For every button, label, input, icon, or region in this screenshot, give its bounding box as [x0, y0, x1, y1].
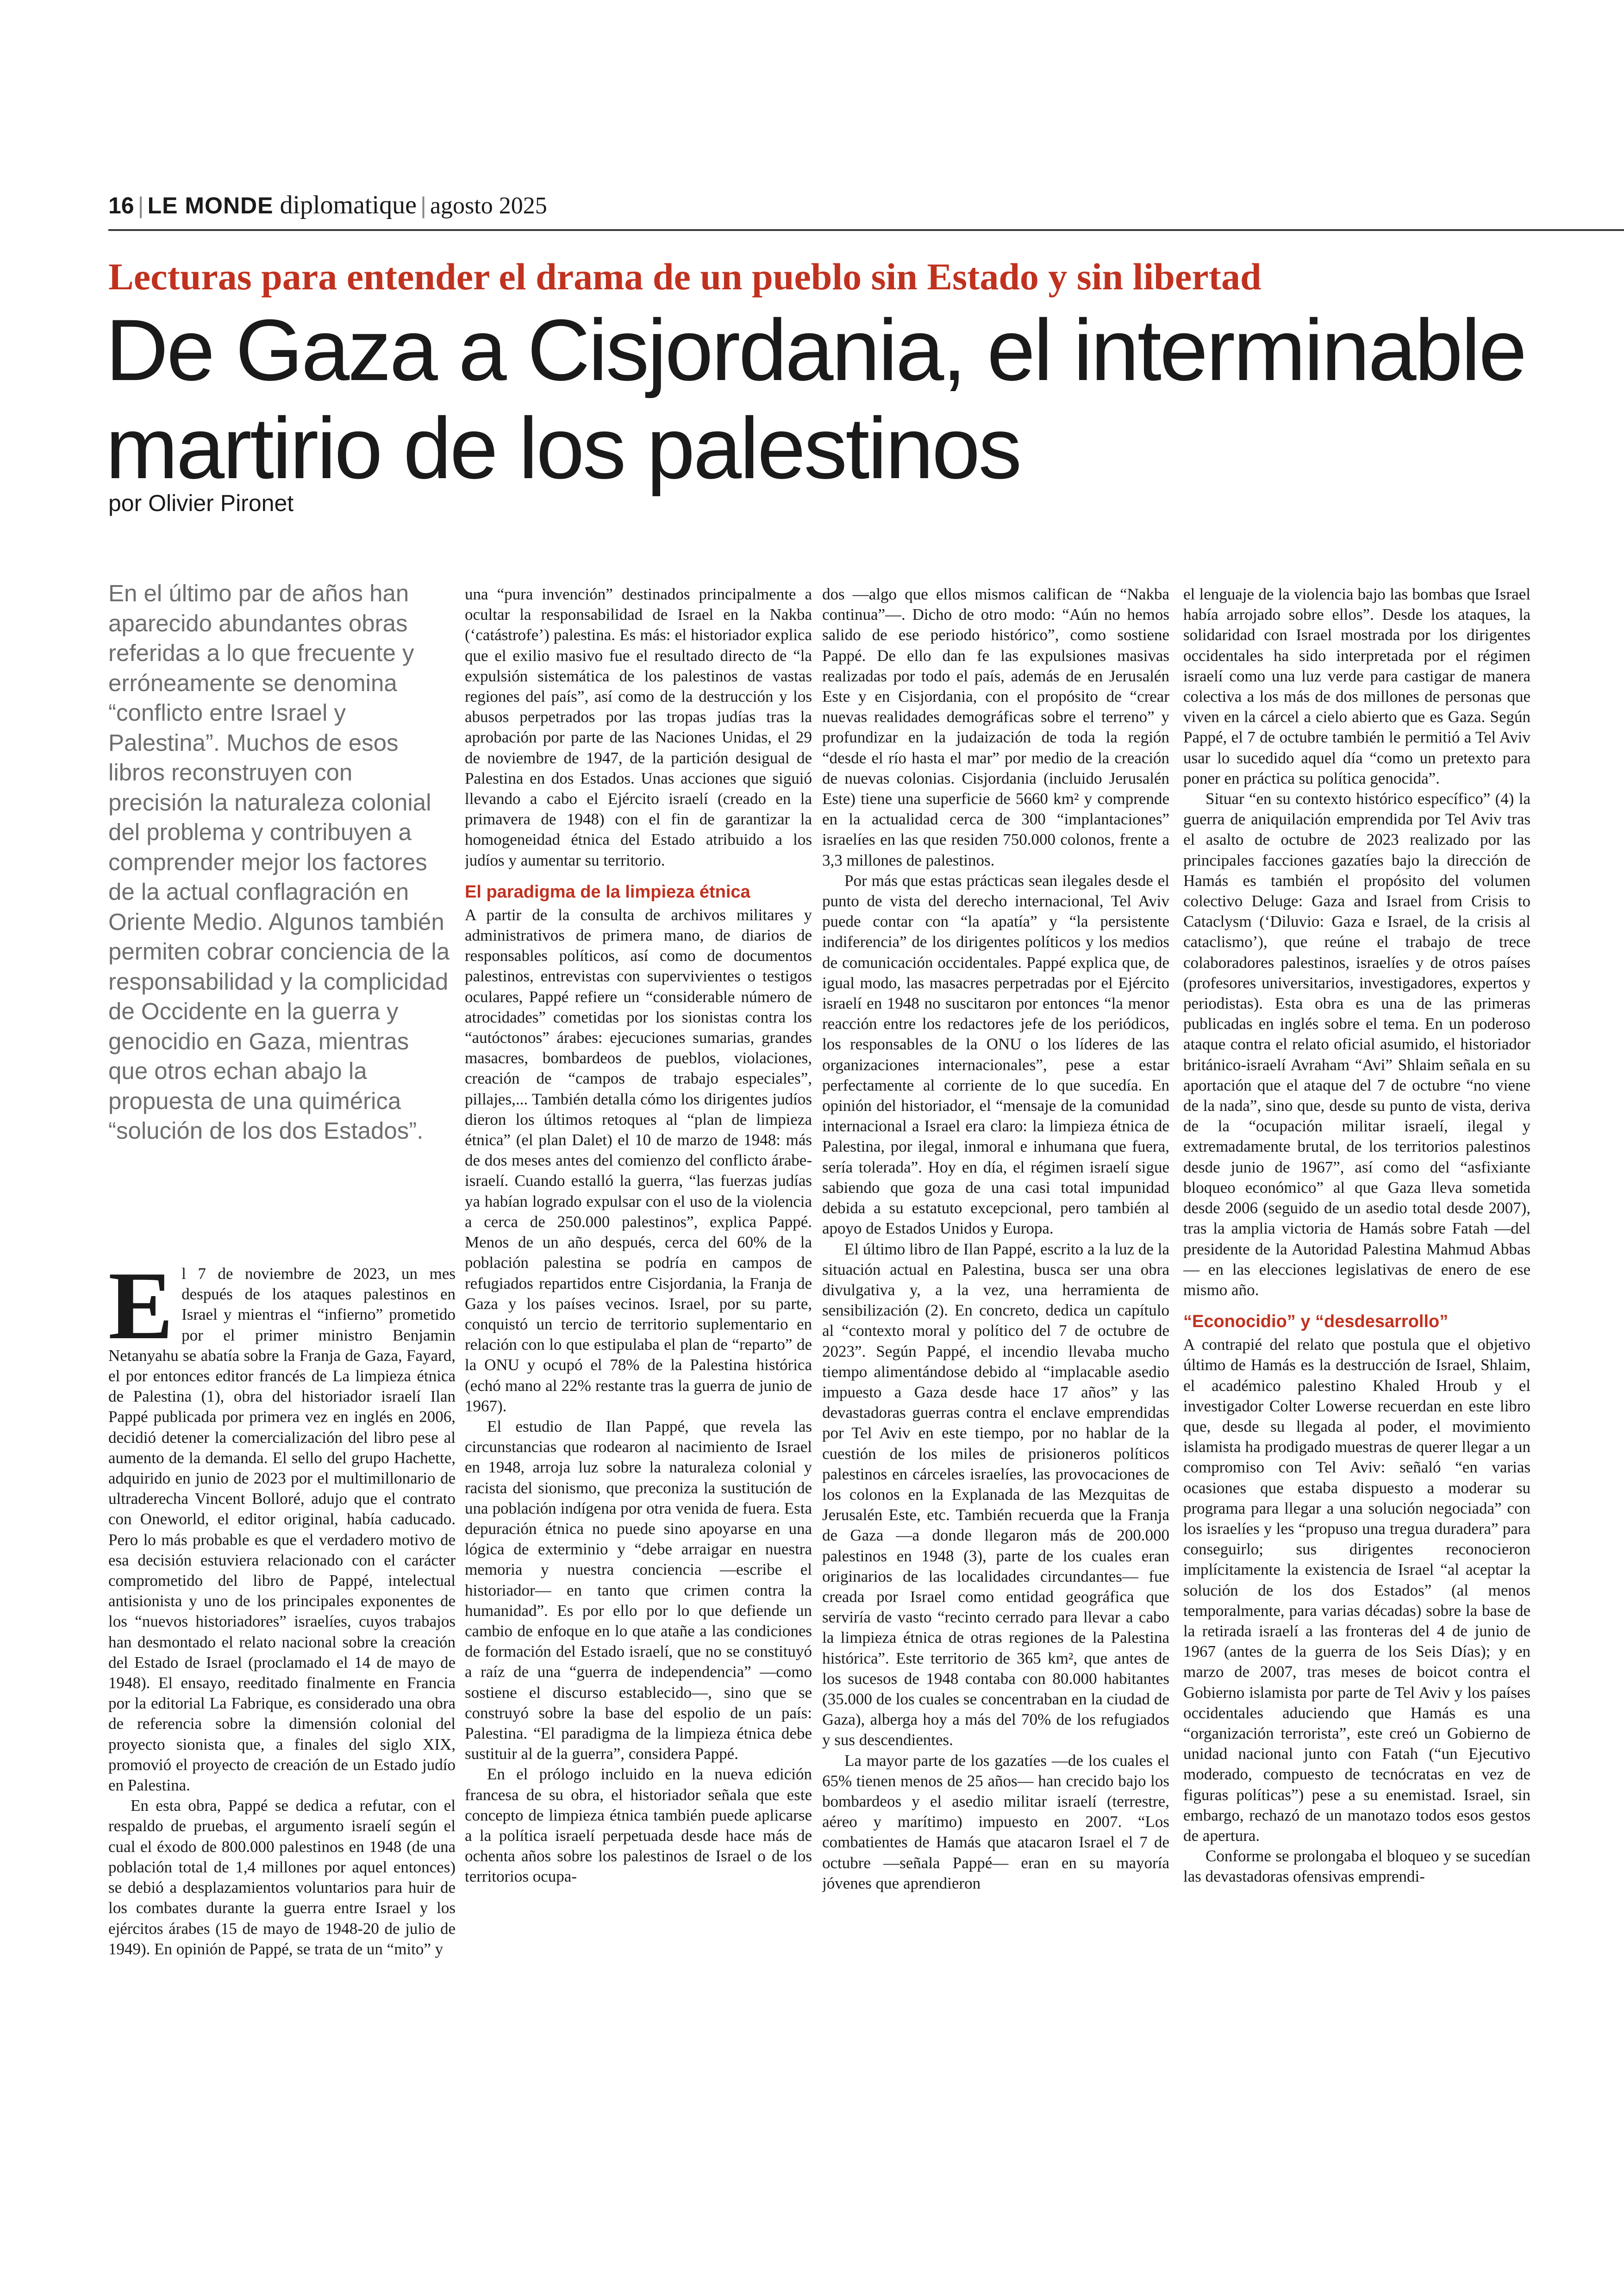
paragraph: El último libro de Ilan Pappé, escrito a la luz de la situación actual en Palestina, busca ser una obra divulgativa y, a la vez, una herramienta de sensibilización (2). En concreto, dedica un capítulo al “contexto moral y político del 7 de octubre de 2023”. Según Pappé, el incendio llevaba mucho tiempo alimentándose debido al “implacable asedio impuesto a Gaza desde hace 17 años” y las devastadoras guerras contra el enclave emprendidas por Tel Aviv en este tiempo, por no hablar de la cuestión de los miles de prisioneros políticos palestinos en cárceles israelíes, las provocaciones de los colonos en la Explanada de las Mezquitas de Jerusalén Este, etc. También recuerda que la Franja de Gaza —a donde llegaron más de 200.000 palestinos en 1948 (3), parte de los cuales eran originarios de las localidades circundantes— fue creada por Israel como entidad geográfica que serviría de vasto “recinto cerrado para llevar a cabo la limpieza étnica de otras regiones de la Palestina histórica”. Este territorio de 365 km², que antes de los sucesos de 1948 contaba con 80.000 habitantes (35.000 de los cuales se concentraban en la ciudad de Gaza), alberga hoy a más del 70% de los refugiados y sus descendientes.	[822, 1240, 1169, 1749]
brand-suffix: diplomatique	[280, 191, 417, 219]
section-heading: El paradigma de la limpieza étnica	[465, 882, 750, 902]
header-rule	[108, 229, 1624, 231]
paragraph: Por más que estas prácticas sean ilegales desde el punto de vista del derecho internacional, Tel Aviv puede contar con “la apatía” y “la persistente indiferencia” de los dirigentes políticos y los medios de comunicación occidentales. Pappé explica que, de igual modo, las masacres perpetradas por el Ejército israelí en 1948 no suscitaron por entonces “la menor reacción entre los redactores jefe de los periódicos, los responsables de la ONU o los líderes de las organizaciones internacionales”, pese a estar perfectamente al corriente de lo que sucedía. En opinión del historiador, el “mensaje de la comunidad internacional a Israel era claro: la limpieza étnica de Palestina, por ilegal, inmoral e inhumana que fuera, sería tolerada”. Hoy en día, el régimen israelí sigue sabiendo que goza de una casi total impunidad debida a su estatuto excepcional, pero también al apoyo de Estados Unidos y Europa.	[822, 871, 1169, 1238]
folio-separator-2: |	[420, 193, 426, 218]
paragraph: una “pura invención” destinados principalmente a ocultar la responsabilidad de Israel en la Nakba (‘catástrofe’) palestina. Es más: el historiador explica que el exilio masivo fue el resultado directo de “la expulsión sistemática de los palestinos de vastas regiones del país”, así como de la destrucción y los abusos perpetrados por las tropas judías tras la aprobación por parte de las Naciones Unidas, el 29 de noviembre de 1947, de la partición desigual de Palestina en dos Estados. Unas acciones que siguió llevando a cabo el Ejército israelí (creado en la primavera de 1948) con el fin de garantizar la homogeneidad étnica del Estado atribuido a los judíos y aumentar su territorio.	[465, 585, 812, 869]
paragraph: Conforme se prolongaba el bloqueo y se sucedían las devastadoras ofensivas emprendi-	[1183, 1847, 1530, 1886]
paragraph: El estudio de Ilan Pappé, que revela las circunstancias que rodearon al nacimiento de Israel en 1948, arroja luz sobre la naturaleza colonial y racista del sionismo, que preconiza la sustitución de una población indígena por otra venida de fuera. Esta depuración étnica no puede sino apoyarse en una lógica de exterminio y “debe arraigar en nuestra memoria y nuestra conciencia —escribe el historiador— en tanto que crimen contra la humanidad”. Es por ello por lo que defiende un cambio de enfoque en lo que atañe a las condiciones de formación del Estado israelí, que no se constituyó a raíz de una “guerra de independencia” —como sostiene el discurso establecido—, sino que se construyó sobre la base del espolio de un país: Palestina. “El paradigma de la limpieza étnica debe sustituir al de la guerra”, considera Pappé.	[465, 1417, 812, 1763]
text-column-4	[1183, 584, 1530, 2098]
paragraph: En esta obra, Pappé se dedica a refutar, con el respaldo de pruebas, el argumento israelí según el cual el éxodo de 800.000 palestinos en 1948 (de una población total de 1,4 millones por aquel entonces) se debió a desplazamientos voluntarios para huir de los combates durante la guerra entre Israel y los ejércitos árabes (15 de mayo de 1948-20 de julio de 1949). En opinión de Pappé, se trata de un “mito” y	[108, 1796, 456, 1958]
paragraph: A partir de la consulta de archivos militares y administrativos de primera mano, de diarios de responsables políticos, así como de documentos palestinos, entrevistas con supervivientes o testigos oculares, Pappé refiere un “considerable número de atrocidades” cometidas por los sionistas contra los “autóctonos” árabes: ejecuciones sumarias, grandes masacres, bombardeos de pueblos, violaciones, creación de “campos de trabajo especiales”, pillajes,... También detalla cómo los dirigentes judíos dieron los últimos retoques al “plan de limpieza étnica” (el plan Dalet) el 10 de marzo de 1948: más de dos meses antes del comienzo del conflicto árabe-israelí. Cuando estalló la guerra, “las fuerzas judías ya habían logrado expulsar con el uso de la violencia a cerca de 250.000 palestinos”, explica Pappé. Menos de un año después, cerca del 60% de la población palestina se podría en campos de refugiados repartidos entre Cisjordania, la Franja de Gaza y los países vecinos. Israel, por su parte, conquistó un tercio de territorio suplementario en relación con lo que estipulaba el plan de “reparto” de la ONU y ocupó el 78% de la Palestina histórica (echó mano al 22% restante tras la guerra de junio de 1967).	[465, 905, 812, 1415]
article-title	[106, 301, 1564, 497]
drop-cap: E	[108, 1264, 174, 1360]
paragraph: el lenguaje de la violencia bajo las bombas que Israel había arrojado sobre ellos”. Desde los ataques, la solidaridad con Israel mostrada por los dirigentes occidentales ha sido interpretada por el régimen israelí como una luz verde para castigar de manera colectiva a los más de dos millones de personas que viven en la cárcel a cielo abierto que es Gaza. Según Pappé, el 7 de octubre también le permitió a Tel Aviv usar lo sucedido aquel día “como un pretexto para poner en práctica su política genocida”.	[1183, 585, 1530, 787]
article-kicker: Lecturas para entender el drama de un pueblo sin Estado y sin libertad	[108, 256, 1262, 298]
paragraph: l 7 de noviembre de 2023, un mes después de los ataques palestinos en Israel y mientras el “infierno” prometido por el primer ministro Benjamin Netanyahu se abatía sobre la Franja de Gaza, Fayard, el por entonces editor francés de La limpieza étnica de Palestina (1), obra del historiador israelí Ilan Pappé publicada por primera vez en inglés en 2006, decidió detener la comercialización del libro pese al aumento de la demanda. El sello del grupo Hachette, adquirido en junio de 2023 por el multimillonario de ultraderecha Vincent Bolloré, adujo que el contrato con Oneworld, el editor original, había caducado. Pero lo más probable es que el verdadero motivo de esa decisión estuviera relacionado con el carácter comprometido del libro de Pappé, intelectual antisionista y uno de los principales exponentes de los “nuevos historiadores” israelíes, cuyos trabajos han desmontado el relato nacional sobre la creación del Estado de Israel (proclamado el 14 de mayo de 1948). El ensayo, reeditado finalmente en Francia por la editorial La Fabrique, es considerado una obra de referencia sobre la dimensión colonial del proyecto sionista que, a finales del siglo XIX, promovió el proyecto de creación de un Estado judío en Palestina.	[108, 1265, 456, 1795]
paragraph: En el prólogo incluido en la nueva edición francesa de su obra, el historiador señala que este concepto de limpieza étnica también puede aplicarse a la política israelí perpetuada desde hace más de ochenta años sobre los palestinos de Israel o de los territorios ocupa-	[465, 1765, 812, 1886]
paragraph: Situar “en su contexto histórico específico” (4) la guerra de aniquilación emprendida por Tel Aviv tras el asalto de octubre de 2023 realizado por las principales facciones gazatíes bajo la dirección de Hamás es también el propósito del volumen colectivo Deluge: Gaza and Israel from Crisis to Cataclysm (‘Diluvio: Gaza e Israel, de la crisis al cataclismo’), que reúne el trabajo de trece colaboradores palestinos, israelíes y de otros países (profesores universitarios, investigadores, expertos y periodistas). Esta obra es una de las primeras publicadas en inglés sobre el tema. En un poderoso ataque contra el relato oficial asumido, el historiador británico-israelí Avraham “Avi” Shlaim señala en su aportación que el ataque del 7 de octubre “no viene de la nada”, sino que, desde su punto de vista, deriva de la “ocupación militar israelí, ilegal y extremadamente brutal, de los territorios palestinos desde junio de 1967”, así como del “asfixiante bloqueo económico” al que Gaza lleva sometida desde 2006 (seguido de un asedio total desde 2007), tras la amplia victoria de Hamás sobre Fatah —del presidente de la Autoridad Palestina Mahmud Abbas— en las elecciones legislativas de enero de ese mismo año.	[1183, 790, 1530, 1299]
paragraph: A contrapié del relato que postula que el objetivo último de Hamás es la destrucción de Israel, Shlaim, el académico palestino Khaled Hroub y el investigador Colter Lowerse recuerdan en este libro que, desde su llegada al poder, el movimiento islamista ha prodigado muestras de querer llegar a un compromiso con Tel Aviv: señaló “en varias ocasiones que estaba dispuesto a moderar su programa para llegar a una solución negociada” con los israelíes y les “propuso una tregua duradera” para conseguirlo; sus dirigentes reconocieron implícitamente la existencia de Israel “al aceptar la solución de los dos Estados” (al menos temporalmente, para varias décadas) sobre la base de la retirada israelí a las fronteras del 4 de junio de 1967 (antes de la guerra de los Seis Días); y en marzo de 2007, tras meses de boicot contra el Gobierno islamista por parte de Tel Aviv y los países occidentales aduciendo que Hamás es una “organización terrorista”, este creó un Gobierno de unidad nacional junto con Fatah (“un Ejecutivo moderado, compuesto de tecnócratas en vez de figuras políticas”) pese a su enemistad. Israel, sin embargo, rechazó de un manotazo todos esos gestos de apertura.	[1183, 1335, 1530, 1845]
page-folio	[108, 189, 547, 222]
text-column-3	[822, 584, 1169, 2098]
title-line-1: De Gaza a Cisjordania, el interminable	[106, 301, 1525, 399]
folio-separator: |	[137, 193, 144, 218]
brand-name: LE MONDE	[147, 193, 274, 218]
paragraph: La mayor parte de los gazatíes —de los cuales el 65% tienen menos de 25 años— han crecido bajo los bombardeos y el asedio militar israelí (terrestre, aéreo y marítimo) impuesto en 2007. “Los combatientes de Hamás que atacaron Israel el 7 de octubre —señala Pappé— eran en su mayoría jóvenes que aprendieron	[822, 1751, 1169, 1892]
text-column-1	[108, 1264, 456, 2097]
issue-date: agosto 2025	[430, 193, 547, 219]
page-number: 16	[108, 193, 134, 218]
section-heading: “Econocidio” y “desdesarrollo”	[1183, 1312, 1449, 1332]
article-lede: En el último par de años han aparecido abundantes obras referidas a lo que frecuente y erróneamente se denomina “conflicto entre Israel y Palestina”. Muchos de esos libros reconstruyen con precisión la naturaleza colonial del problema y contribuyen a comprender mejor los factores de la actual conflagración en Oriente Medio. Algunos también permiten cobrar conciencia de la responsabilidad y la complicidad de Occidente en la guerra y genocidio en Gaza, mientras que otros echan abajo la propuesta de una quimérica “solución de los dos Estados”.	[108, 580, 450, 1144]
text-column-2	[465, 584, 812, 2098]
title-line-2: martirio de los palestinos	[106, 399, 1020, 497]
byline: por Olivier Pironet	[108, 490, 294, 516]
paragraph: dos —algo que ellos mismos califican de “Nakba continua”—. Dicho de otro modo: “Aún no hemos salido de ese periodo histórico”, como sostiene Pappé. De ello dan fe las expulsiones masivas realizadas por todo el país, además de en Jerusalén Este y en Cisjordania, con el propósito de “crear nuevas realidades demográficas sobre el terreno” y profundizar en la judaización de toda la región “desde el río hasta el mar” por medio de la creación de nuevas colonias. Cisjordania (incluido Jerusalén Este) tiene una superficie de 5660 km² y comprende en la actualidad cerca de 300 “implantaciones” israelíes en las que residen 750.000 colonos, frente a 3,3 millones de palestinos.	[822, 585, 1169, 869]
